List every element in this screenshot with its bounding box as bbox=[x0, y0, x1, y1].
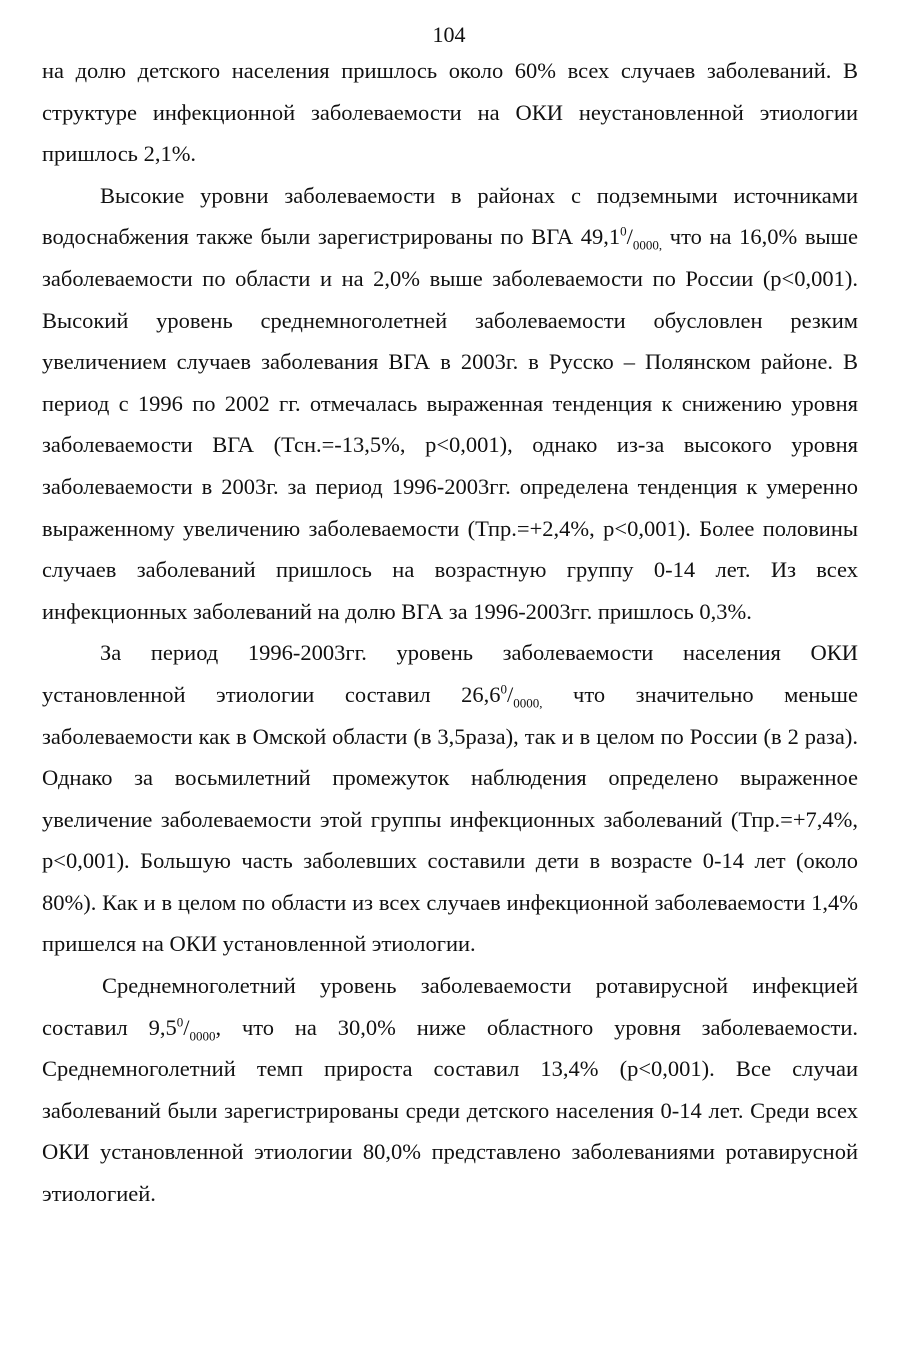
paragraph-rotavirus bbox=[42, 965, 858, 1215]
text-run: За период 1996-2003гг. уровень заболеваемости населения ОКИ установленной этиологии составил 26,6 bbox=[42, 640, 858, 707]
body-text bbox=[42, 50, 858, 1215]
text-run: / bbox=[507, 681, 514, 707]
superscript-text: 0 bbox=[620, 223, 627, 239]
text-run: Высокие уровни заболеваемости в районах с подземными источниками водоснабжения также были зарегистрированы по ВГА 49,1 bbox=[42, 182, 858, 250]
superscript-text: 0 bbox=[500, 681, 508, 697]
text-run: / bbox=[626, 224, 633, 250]
superscript-text: 0 bbox=[176, 1014, 184, 1030]
text-run: , что на 30,0% ниже областного уровня заболеваемости. Среднемноголетний темп прироста составил 13,4% (р<0,001). Все случаи заболеваний были зарегистрированы среди детского населения 0-14 лет. Среди всех ОКИ установленной этиологии 80,0% представлено заболеваниями ротавирусной этиологией. bbox=[42, 1014, 858, 1207]
subscript-text: 0000 bbox=[189, 1028, 216, 1044]
page-number: 104 bbox=[432, 22, 466, 47]
text-run: что значительно меньше заболеваемости как в Омской области (в 3,5раза), так и в целом по России (в 2 раза). Однако за восьмилетний промежуток наблюдения определено выраженное увеличение заболеваемости этой группы инфекционных заболеваний (Тпр.=+7,4%, р<0,001). Большую часть заболевших составили дети в возрасте 0-14 лет (около 80%). Как и в целом по области из всех случаев инфекционной заболеваемости 1,4% пришелся на ОКИ установленной этиологии. bbox=[42, 681, 858, 957]
text-run: на долю детского населения пришлось около 60% всех случаев заболеваний. В структуре инфекционной заболеваемости на ОКИ неустановленной этиологии пришлось 2,1%. bbox=[42, 58, 858, 167]
paragraph-aei-established bbox=[42, 632, 858, 965]
subscript-text: 0000, bbox=[632, 237, 663, 253]
subscript-text: 0000, bbox=[513, 695, 543, 711]
paragraph-hepatitis-a bbox=[42, 175, 858, 633]
paragraph-children-share bbox=[42, 50, 858, 175]
text-run: что на 16,0% выше заболеваемости по области и на 2,0% выше заболеваемости по России (р<0,001). Высокий уровень среднемноголетней заболеваемости обусловлен резким увеличением случаев заболевания ВГА в 2003г. в Русско – Полянском районе. В период с 1996 по 2002 гг. отмечалась выраженная тенденция к снижению уровня заболеваемости ВГА (Тсн.=-13,5%, р<0,001), однако из-за высокого уровня заболеваемости в 2003г. за период 1996-2003гг. определена тенденция к умеренно выраженному увеличению заболеваемости (Тпр.=+2,4%, р<0,001). Более половины случаев заболеваний пришлось на возрастную группу 0-14 лет. Из всех инфекционных заболеваний на долю ВГА за 1996-2003гг. пришлось 0,3%. bbox=[42, 224, 858, 624]
text-run: / bbox=[183, 1014, 190, 1040]
text-run: Среднемноголетний уровень заболеваемости ротавирусной инфекцией составил 9,5 bbox=[42, 973, 858, 1040]
